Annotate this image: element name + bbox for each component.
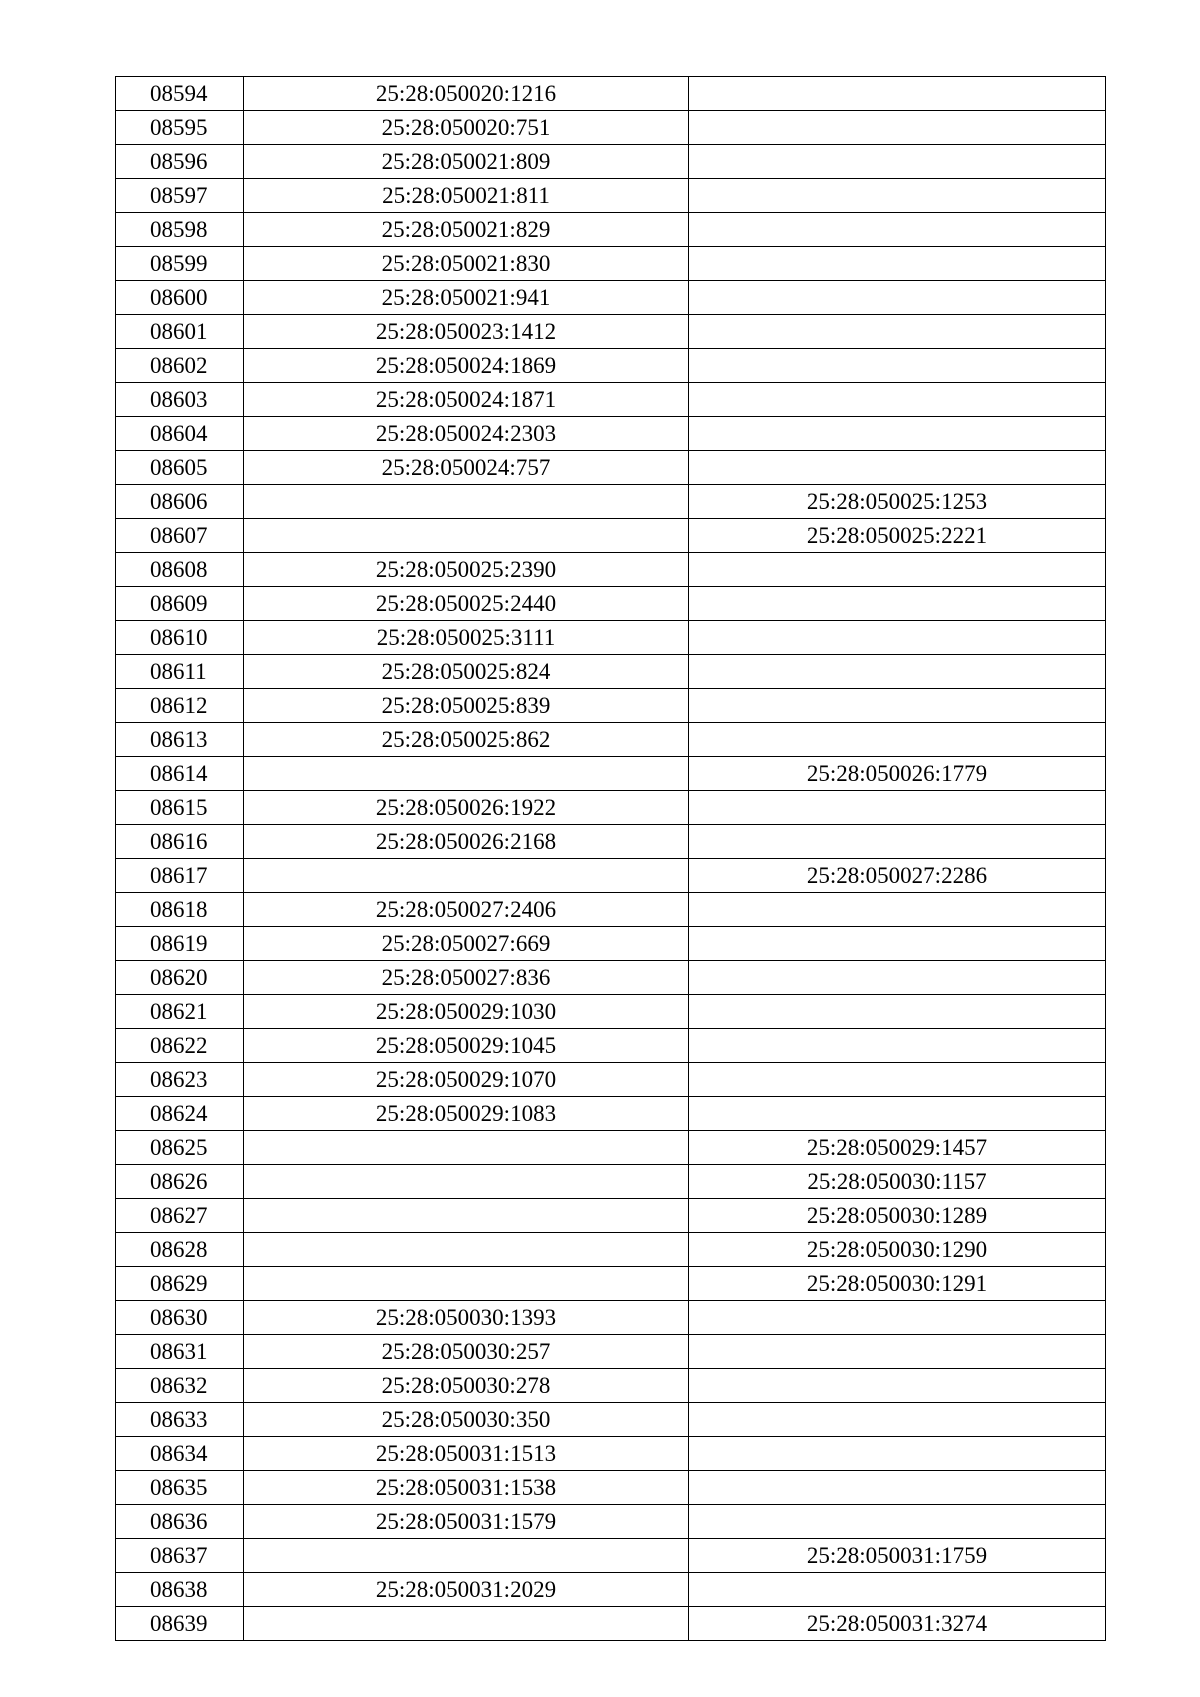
cadastral-number-alt-cell: 25:28:050030:1291 [689, 1267, 1106, 1301]
row-number-cell: 08607 [116, 519, 244, 553]
table-body [116, 77, 1106, 1641]
cadastral-number-alt-cell: 25:28:050025:1253 [689, 485, 1106, 519]
cadastral-number-cell [244, 1233, 689, 1267]
row-number-cell: 08626 [116, 1165, 244, 1199]
row-number-cell: 08613 [116, 723, 244, 757]
cadastral-number-cell: 25:28:050024:757 [244, 451, 689, 485]
cadastral-number-cell: 25:28:050029:1045 [244, 1029, 689, 1063]
cadastral-number-cell: 25:28:050021:941 [244, 281, 689, 315]
row-number-cell: 08637 [116, 1539, 244, 1573]
cadastral-number-cell: 25:28:050025:2390 [244, 553, 689, 587]
row-number-cell: 08617 [116, 859, 244, 893]
cadastral-number-alt-cell [689, 315, 1106, 349]
row-number-cell: 08610 [116, 621, 244, 655]
table-row [116, 1267, 1106, 1301]
row-number-cell: 08638 [116, 1573, 244, 1607]
table-row [116, 383, 1106, 417]
cadastral-number-cell [244, 1199, 689, 1233]
cadastral-number-cell [244, 859, 689, 893]
cadastral-number-cell: 25:28:050030:278 [244, 1369, 689, 1403]
row-number-cell: 08602 [116, 349, 244, 383]
table-row [116, 723, 1106, 757]
table-row [116, 247, 1106, 281]
table-row [116, 1573, 1106, 1607]
table-row [116, 1539, 1106, 1573]
row-number-cell: 08635 [116, 1471, 244, 1505]
cadastral-number-cell [244, 519, 689, 553]
row-number-cell: 08625 [116, 1131, 244, 1165]
cadastral-number-alt-cell [689, 383, 1106, 417]
row-number-cell: 08609 [116, 587, 244, 621]
cadastral-number-alt-cell [689, 1063, 1106, 1097]
cadastral-number-alt-cell [689, 791, 1106, 825]
cadastral-number-alt-cell [689, 1029, 1106, 1063]
cadastral-number-cell [244, 1539, 689, 1573]
row-number-cell: 08624 [116, 1097, 244, 1131]
cadastral-number-cell: 25:28:050030:350 [244, 1403, 689, 1437]
cadastral-number-alt-cell [689, 77, 1106, 111]
row-number-cell: 08627 [116, 1199, 244, 1233]
cadastral-number-alt-cell [689, 247, 1106, 281]
row-number-cell: 08629 [116, 1267, 244, 1301]
row-number-cell: 08619 [116, 927, 244, 961]
cadastral-number-alt-cell [689, 213, 1106, 247]
row-number-cell: 08618 [116, 893, 244, 927]
row-number-cell: 08596 [116, 145, 244, 179]
cadastral-number-alt-cell [689, 451, 1106, 485]
table-row [116, 485, 1106, 519]
row-number-cell: 08616 [116, 825, 244, 859]
cadastral-number-cell: 25:28:050027:2406 [244, 893, 689, 927]
row-number-cell: 08595 [116, 111, 244, 145]
row-number-cell: 08620 [116, 961, 244, 995]
cadastral-number-cell: 25:28:050026:2168 [244, 825, 689, 859]
table-row [116, 859, 1106, 893]
cadastral-number-alt-cell [689, 111, 1106, 145]
row-number-cell: 08600 [116, 281, 244, 315]
cadastral-number-cell: 25:28:050021:829 [244, 213, 689, 247]
table-row [116, 893, 1106, 927]
row-number-cell: 08608 [116, 553, 244, 587]
cadastral-number-cell: 25:28:050029:1083 [244, 1097, 689, 1131]
cadastral-number-cell: 25:28:050025:3111 [244, 621, 689, 655]
cadastral-number-alt-cell [689, 179, 1106, 213]
row-number-cell: 08632 [116, 1369, 244, 1403]
table-row [116, 1131, 1106, 1165]
table-row [116, 587, 1106, 621]
cadastral-number-cell: 25:28:050031:2029 [244, 1573, 689, 1607]
row-number-cell: 08594 [116, 77, 244, 111]
cadastral-number-alt-cell [689, 1301, 1106, 1335]
cadastral-number-cell: 25:28:050023:1412 [244, 315, 689, 349]
cadastral-number-cell: 25:28:050031:1579 [244, 1505, 689, 1539]
table-row [116, 213, 1106, 247]
cadastral-number-alt-cell [689, 1573, 1106, 1607]
table-row [116, 961, 1106, 995]
cadastral-number-cell: 25:28:050025:2440 [244, 587, 689, 621]
table-row [116, 1369, 1106, 1403]
cadastral-number-alt-cell [689, 723, 1106, 757]
cadastral-number-alt-cell: 25:28:050026:1779 [689, 757, 1106, 791]
cadastral-number-cell [244, 485, 689, 519]
cadastral-number-cell: 25:28:050026:1922 [244, 791, 689, 825]
table-row [116, 1029, 1106, 1063]
table-row [116, 1505, 1106, 1539]
cadastral-number-cell: 25:28:050029:1070 [244, 1063, 689, 1097]
table-row [116, 519, 1106, 553]
cadastral-number-cell: 25:28:050025:839 [244, 689, 689, 723]
cadastral-number-alt-cell [689, 655, 1106, 689]
row-number-cell: 08628 [116, 1233, 244, 1267]
row-number-cell: 08631 [116, 1335, 244, 1369]
row-number-cell: 08611 [116, 655, 244, 689]
cadastral-number-cell: 25:28:050025:862 [244, 723, 689, 757]
cadastral-number-alt-cell: 25:28:050029:1457 [689, 1131, 1106, 1165]
cadastral-number-alt-cell: 25:28:050031:3274 [689, 1607, 1106, 1641]
cadastral-number-alt-cell [689, 1403, 1106, 1437]
cadastral-number-alt-cell [689, 1097, 1106, 1131]
cadastral-number-cell: 25:28:050024:1869 [244, 349, 689, 383]
cadastral-number-alt-cell [689, 1369, 1106, 1403]
row-number-cell: 08622 [116, 1029, 244, 1063]
cadastral-number-alt-cell [689, 893, 1106, 927]
cadastral-number-cell: 25:28:050031:1538 [244, 1471, 689, 1505]
cadastral-number-alt-cell [689, 1335, 1106, 1369]
cadastral-number-alt-cell: 25:28:050027:2286 [689, 859, 1106, 893]
table-row [116, 757, 1106, 791]
table-row [116, 621, 1106, 655]
cadastral-number-alt-cell [689, 927, 1106, 961]
table-row [116, 553, 1106, 587]
cadastral-number-alt-cell [689, 349, 1106, 383]
cadastral-number-alt-cell [689, 1437, 1106, 1471]
row-number-cell: 08630 [116, 1301, 244, 1335]
table-row [116, 1165, 1106, 1199]
table-row [116, 1335, 1106, 1369]
cadastral-number-cell: 25:28:050030:257 [244, 1335, 689, 1369]
row-number-cell: 08603 [116, 383, 244, 417]
table-row [116, 1403, 1106, 1437]
table-row [116, 689, 1106, 723]
cadastral-number-alt-cell [689, 825, 1106, 859]
table-row [116, 1097, 1106, 1131]
row-number-cell: 08605 [116, 451, 244, 485]
cadastral-number-cell [244, 1165, 689, 1199]
cadastral-number-alt-cell [689, 553, 1106, 587]
row-number-cell: 08615 [116, 791, 244, 825]
table-row [116, 1063, 1106, 1097]
cadastral-number-cell: 25:28:050020:751 [244, 111, 689, 145]
cadastral-number-cell: 25:28:050031:1513 [244, 1437, 689, 1471]
row-number-cell: 08597 [116, 179, 244, 213]
row-number-cell: 08623 [116, 1063, 244, 1097]
table-row [116, 1471, 1106, 1505]
table-row [116, 281, 1106, 315]
table-row [116, 417, 1106, 451]
table-row [116, 1199, 1106, 1233]
cadastral-number-alt-cell: 25:28:050031:1759 [689, 1539, 1106, 1573]
cadastral-number-cell: 25:28:050021:830 [244, 247, 689, 281]
cadastral-number-cell: 25:28:050021:809 [244, 145, 689, 179]
row-number-cell: 08636 [116, 1505, 244, 1539]
cadastral-number-cell: 25:28:050025:824 [244, 655, 689, 689]
cadastral-number-cell: 25:28:050029:1030 [244, 995, 689, 1029]
row-number-cell: 08639 [116, 1607, 244, 1641]
row-number-cell: 08599 [116, 247, 244, 281]
row-number-cell: 08633 [116, 1403, 244, 1437]
table-row [116, 655, 1106, 689]
row-number-cell: 08634 [116, 1437, 244, 1471]
cadastral-number-alt-cell [689, 689, 1106, 723]
row-number-cell: 08612 [116, 689, 244, 723]
cadastral-number-cell [244, 1131, 689, 1165]
cadastral-number-alt-cell [689, 281, 1106, 315]
row-number-cell: 08598 [116, 213, 244, 247]
table-row [116, 451, 1106, 485]
table-row [116, 1301, 1106, 1335]
table-row [116, 315, 1106, 349]
cadastral-number-cell [244, 757, 689, 791]
cadastral-number-alt-cell [689, 145, 1106, 179]
row-number-cell: 08604 [116, 417, 244, 451]
cadastral-number-cell: 25:28:050020:1216 [244, 77, 689, 111]
table-row [116, 111, 1106, 145]
table-row [116, 349, 1106, 383]
row-number-cell: 08606 [116, 485, 244, 519]
table-row [116, 927, 1106, 961]
cadastral-number-alt-cell [689, 621, 1106, 655]
cadastral-number-cell: 25:28:050027:836 [244, 961, 689, 995]
row-number-cell: 08621 [116, 995, 244, 1029]
cadastral-number-alt-cell [689, 417, 1106, 451]
row-number-cell: 08601 [116, 315, 244, 349]
cadastral-number-alt-cell [689, 995, 1106, 1029]
cadastral-number-alt-cell [689, 587, 1106, 621]
cadastral-number-cell: 25:28:050021:811 [244, 179, 689, 213]
table-row [116, 145, 1106, 179]
table-row [116, 825, 1106, 859]
cadastral-number-alt-cell [689, 1505, 1106, 1539]
cadastral-number-alt-cell: 25:28:050030:1289 [689, 1199, 1106, 1233]
cadastral-number-cell [244, 1267, 689, 1301]
table-row [116, 791, 1106, 825]
cadastral-number-alt-cell: 25:28:050025:2221 [689, 519, 1106, 553]
table-row [116, 77, 1106, 111]
table-row [116, 1607, 1106, 1641]
table-row [116, 179, 1106, 213]
cadastral-number-alt-cell: 25:28:050030:1290 [689, 1233, 1106, 1267]
cadastral-number-cell [244, 1607, 689, 1641]
cadastral-number-cell: 25:28:050024:2303 [244, 417, 689, 451]
cadastral-number-alt-cell [689, 961, 1106, 995]
cadastral-table [115, 76, 1106, 1641]
table-row [116, 1233, 1106, 1267]
cadastral-number-cell: 25:28:050024:1871 [244, 383, 689, 417]
table-row [116, 995, 1106, 1029]
table-row [116, 1437, 1106, 1471]
row-number-cell: 08614 [116, 757, 244, 791]
cadastral-number-cell: 25:28:050030:1393 [244, 1301, 689, 1335]
cadastral-number-alt-cell: 25:28:050030:1157 [689, 1165, 1106, 1199]
cadastral-number-cell: 25:28:050027:669 [244, 927, 689, 961]
cadastral-number-alt-cell [689, 1471, 1106, 1505]
